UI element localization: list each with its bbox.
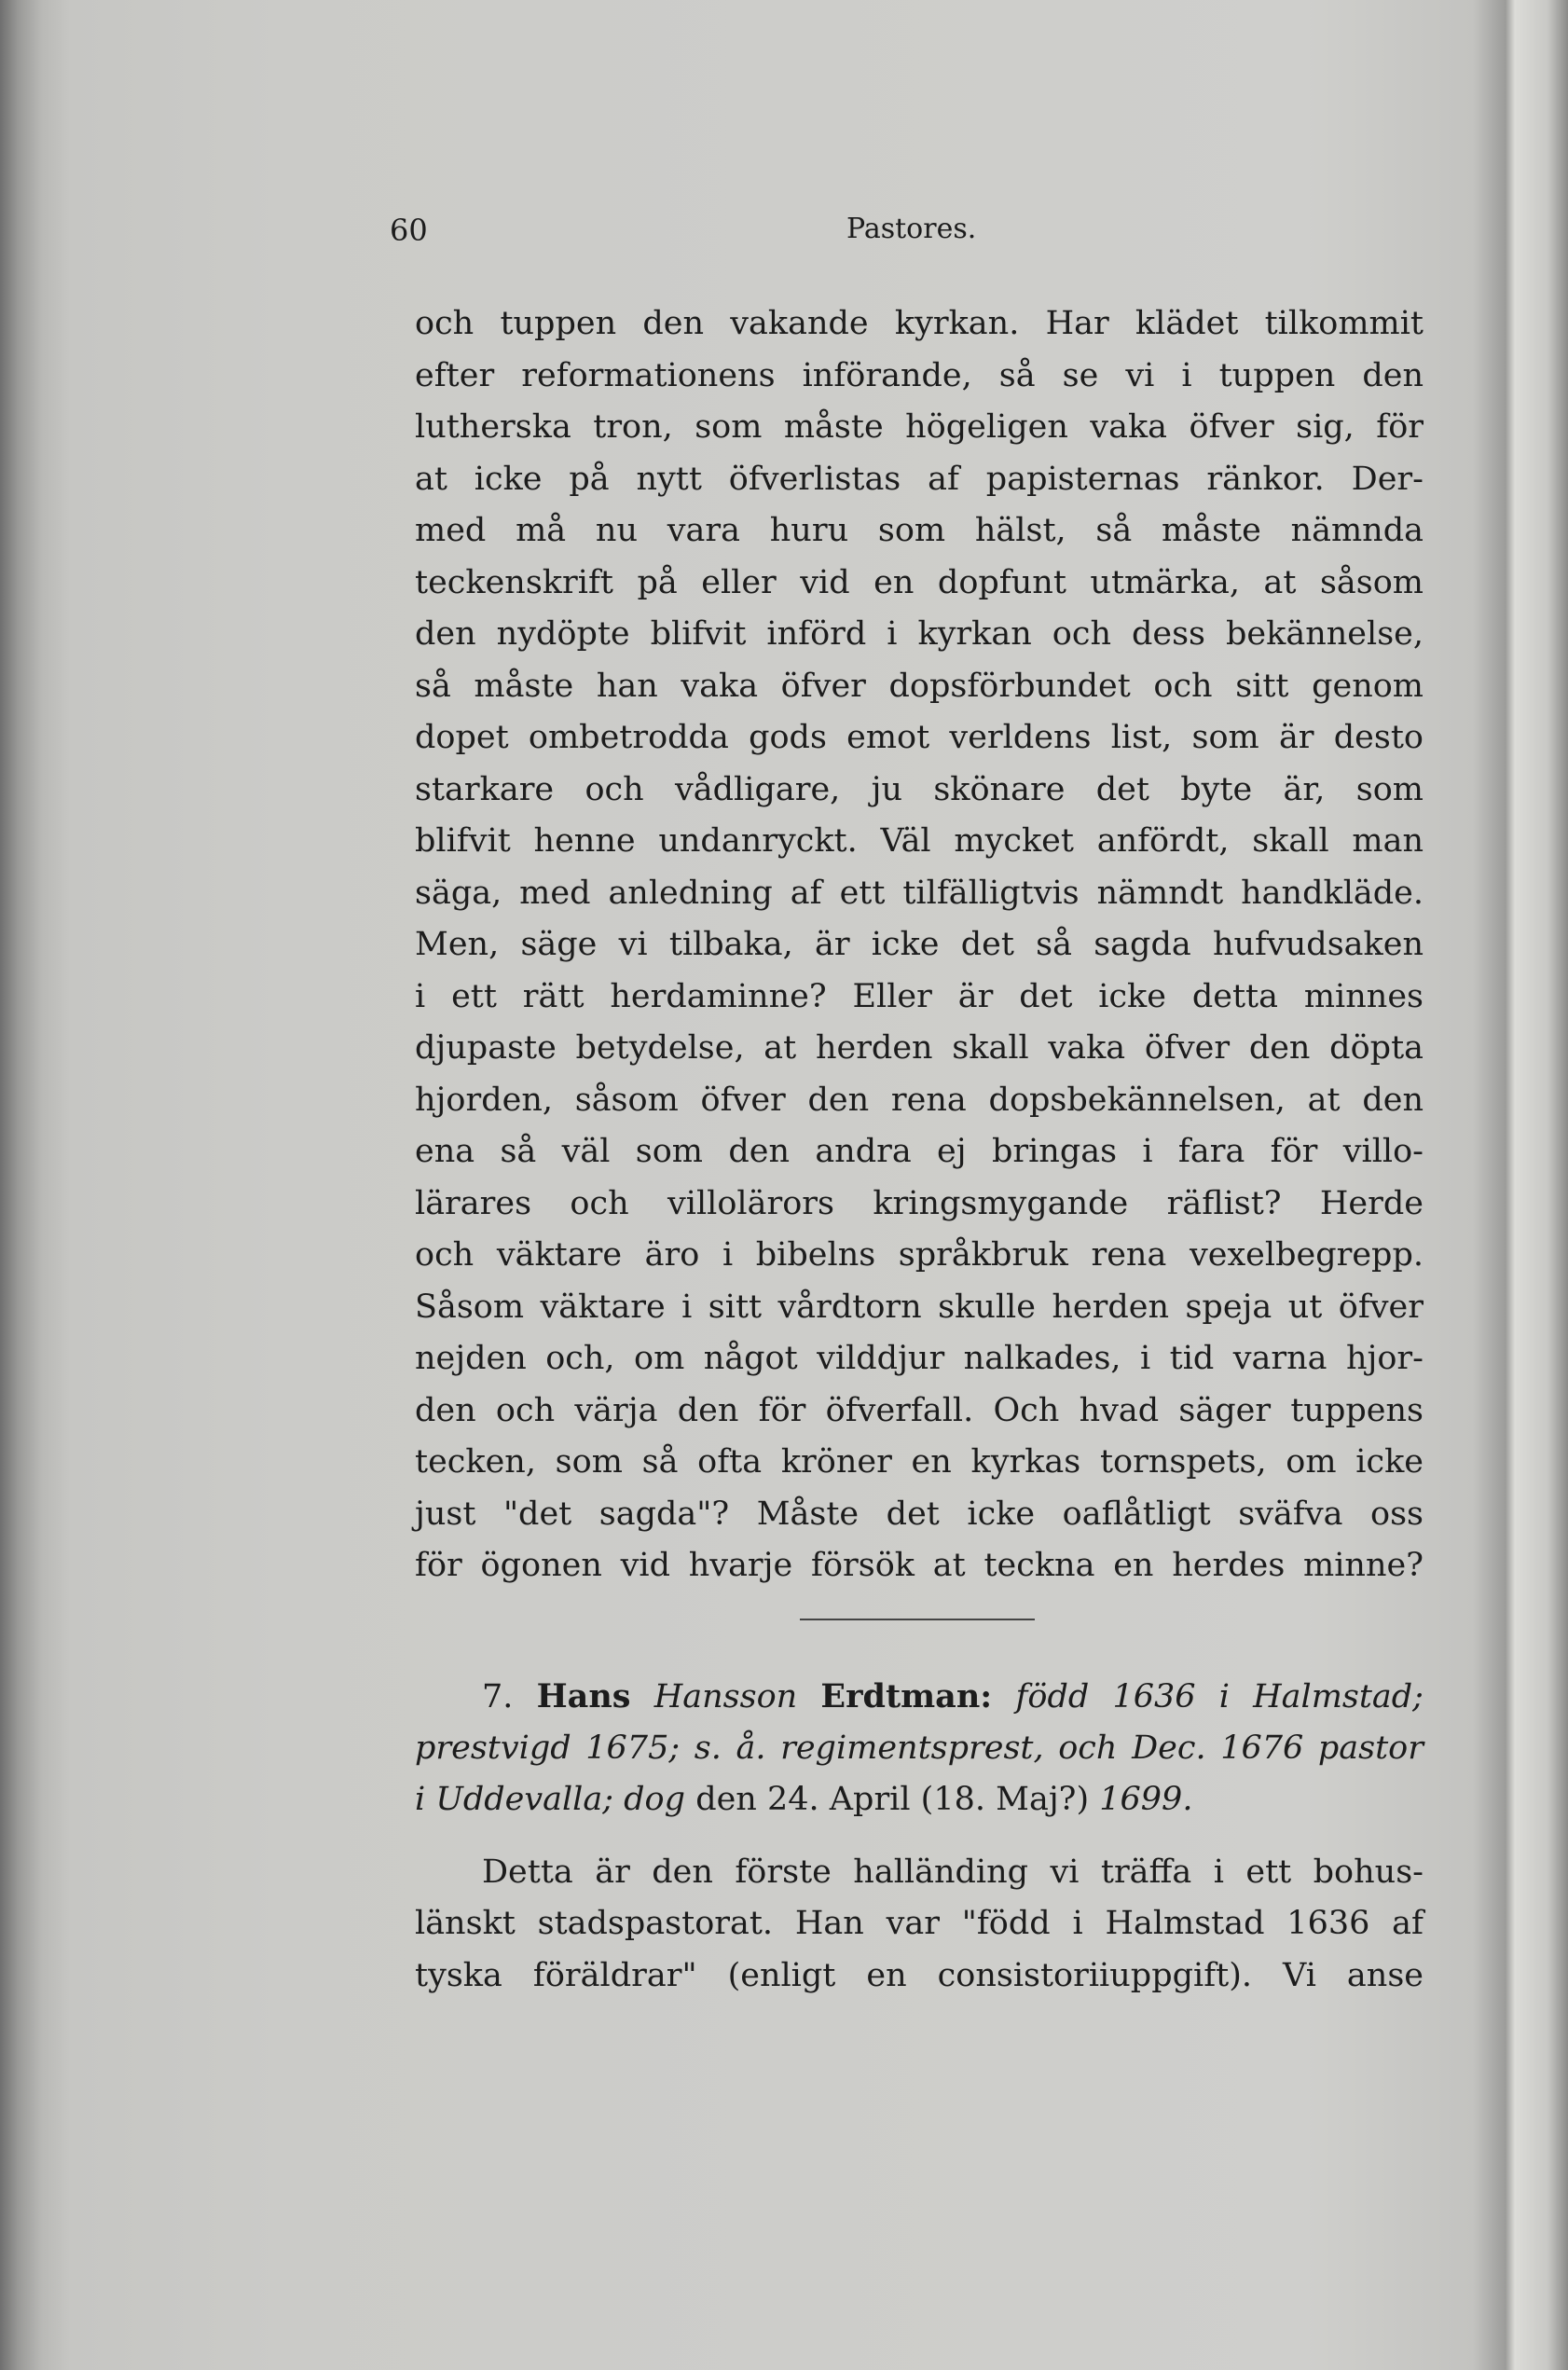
entry-first-name: Hans (536, 1677, 631, 1715)
text-line: at icke på nytt öfverlistas af papisternas ränkor. Der- (415, 460, 1424, 498)
entry-death-date: den 24. April (18. Maj?) (695, 1781, 1090, 1818)
text-line: den nydöpte blifvit införd i kyrkan och dess bekännelse, (415, 615, 1424, 653)
text-line: nejden och, om något vilddjur nalkades, i tid varna hjor- (415, 1340, 1424, 1377)
text-line: starkare och vådligare, ju skönare det byte är, som (415, 770, 1424, 808)
text-line: dopet ombetrodda gods emot verldens list, som är desto (415, 719, 1424, 756)
running-header (390, 213, 1426, 259)
entry-line (415, 1774, 1424, 1826)
entry-surname: Erdtman: (820, 1677, 993, 1715)
text-line: så måste han vaka öfver dopsförbundet och sitt genom (415, 667, 1424, 705)
entry-career: prestvigd 1675; s. å. regimentsprest, och Dec. 1676 pastor (415, 1729, 1424, 1767)
text-line: tyska föräldrar" (enligt en consistoriiuppgift). Vi anse (415, 1956, 1424, 1994)
text-line: teckenskrift på eller vid en dopfunt utmärka, at såsom (415, 563, 1424, 601)
entry-middle-name: Hansson (653, 1678, 798, 1715)
section-divider (800, 1619, 1035, 1620)
text-line: och väktare äro i bibelns språkbruk rena vexelbegrepp. (415, 1236, 1424, 1274)
entry-place: i Uddevalla; dog (415, 1781, 686, 1818)
entry-birth: född 1636 i Halmstad; (1015, 1678, 1424, 1715)
text-line: hjorden, såsom öfver den rena dopsbekännelsen, at den (415, 1081, 1424, 1119)
text-line: lutherska tron, som måste högeligen vaka öfver sig, för (415, 408, 1424, 446)
text-line: just "det sagda"? Måste det icke oaflåtligt sväfva oss (415, 1495, 1424, 1533)
body-text (415, 298, 1424, 1592)
text-line: och tuppen den vakande kyrkan. Har klädet tilkommit (415, 305, 1424, 342)
text-line: djupaste betydelse, at herden skall vaka öfver den döpta (415, 1029, 1424, 1067)
text-line: ena så väl som den andra ej bringas i fara för villo- (415, 1133, 1424, 1170)
text-line: för ögonen vid hvarje försök at teckna en herdes minne? (415, 1547, 1424, 1584)
text-line: länskt stadspastorat. Han var "född i Halmstad 1636 af (415, 1905, 1424, 1942)
biographical-entry (415, 1671, 1424, 2002)
text-line: lärares och villolärors kringsmygande räflist? Herde (415, 1184, 1424, 1222)
entry-death-year: 1699. (1099, 1781, 1193, 1818)
text-line: med må nu vara huru som hälst, så måste nämnda (415, 512, 1424, 549)
text-line: Detta är den förste halländing vi träffa i ett bohus- (482, 1853, 1424, 1891)
text-line: den och värja den för öfverfall. Och hvad säger tuppens (415, 1391, 1424, 1429)
text-line: i ett rätt herdaminne? Eller är det icke detta minnes (415, 977, 1424, 1015)
text-line: efter reformationens införande, så se vi i tuppen den (415, 356, 1424, 394)
entry-number: 7. (482, 1678, 514, 1715)
entry-line (415, 1723, 1424, 1775)
text-line: säga, med anledning af ett tilfälligtvis nämndt handkläde. (415, 874, 1424, 912)
text-line: blifvit henne undanryckt. Väl mycket anfördt, skall man (415, 822, 1424, 860)
text-line: Men, säge vi tilbaka, är icke det så sagda hufvudsaken (415, 926, 1424, 963)
page-number: 60 (390, 213, 428, 248)
text-line: tecken, som så ofta kröner en kyrkas tornspets, om icke (415, 1443, 1424, 1481)
running-title: Pastores. (846, 213, 977, 245)
text-line: Såsom väktare i sitt vårdtorn skulle herden speja ut öfver (415, 1288, 1424, 1326)
entry-heading-line (415, 1671, 1424, 1723)
